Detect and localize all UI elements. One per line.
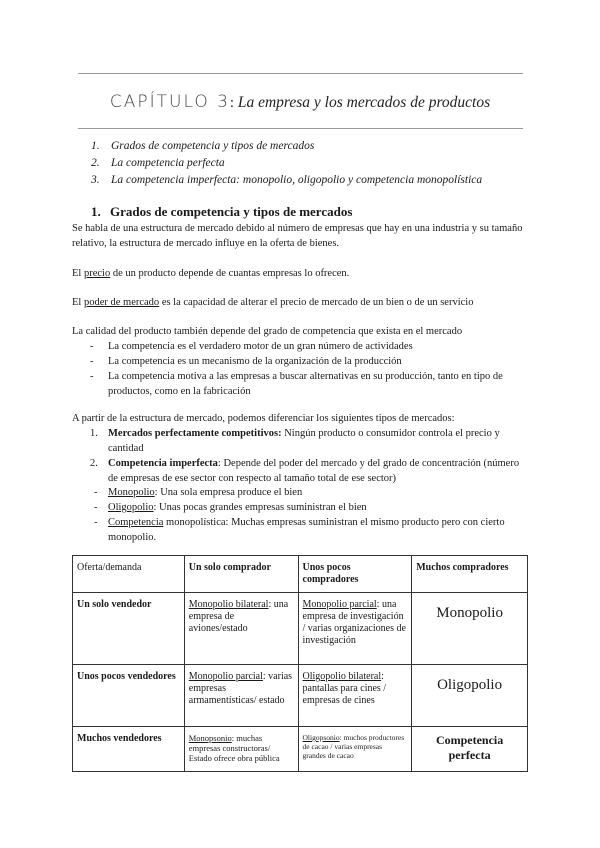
top-divider xyxy=(78,73,523,74)
market-types-list xyxy=(90,426,527,486)
list-item: - La competencia es el verdadero motor de un gran número de actividades xyxy=(90,339,527,354)
toc-item[interactable]: 3. La competencia imperfecta: monopolio, oligopolio y competencia monopolística xyxy=(91,174,483,186)
paragraph-price: El precio de un producto depende de cuantas empresas lo ofrecen. xyxy=(72,268,350,279)
table-cell: Monopolio bilateral: una empresa de aviones/estado xyxy=(184,593,298,665)
chapter-separator: : xyxy=(229,95,235,111)
table-cell: Competencia perfecta xyxy=(412,727,528,772)
table-cell: Oligopsonio: muchos productores de cacao / varias empresas grandes de cacao xyxy=(298,727,412,772)
paragraph-market-types: A partir de la estructura de mercado, podemos diferenciar los siguientes tipos de mercados: xyxy=(72,413,455,424)
table-row xyxy=(73,665,528,727)
row-label: Unos pocos vendedores xyxy=(73,665,185,727)
row-label: Un solo vendedor xyxy=(73,593,185,665)
list-item: - La competencia motiva a las empresas a buscar alternativas en su producción, tanto en tipo de productos, como en la fabricación xyxy=(90,369,527,399)
paragraph-structure: Se habla de una estructura de mercado debido al número de empresas que hay en una industria y su tamaño relativo, la estructura de mercado influye en la oferta de bienes. xyxy=(72,223,523,249)
table-cell: Monopsonio: muchas empresas constructoras/ Estado ofrece obra pública xyxy=(184,727,298,772)
term-market-power: poder de mercado xyxy=(83,297,160,308)
table-header-row xyxy=(73,556,528,593)
list-item: - Oligopolio: Unas pocas grandes empresas suministran el bien xyxy=(90,500,527,515)
section-heading: 1. Grados de competencia y tipos de mercados xyxy=(91,204,353,219)
market-structure-table xyxy=(72,555,528,772)
paragraph-quality: La calidad del producto también depende del grado de competencia que exista en el mercado xyxy=(72,326,463,337)
table-of-contents xyxy=(91,138,482,189)
term-price: precio xyxy=(83,268,111,279)
table-row xyxy=(73,727,528,772)
table-cell: Monopolio parcial: varias empresas armamentísticas/ estado xyxy=(184,665,298,727)
header-cell: Muchos compradores xyxy=(412,556,528,593)
table-cell: Oligopolio bilateral: pantallas para cines / empresas de cines xyxy=(298,665,412,727)
table-cell: Monopolio parcial: una empresa de investigación / varias organizaciones de investigación xyxy=(298,593,412,665)
list-item: - Competencia monopolística: Muchas empresas suministran el mismo producto pero con cierto monopolio. xyxy=(90,515,527,545)
competence-list xyxy=(90,339,527,399)
title-divider xyxy=(78,128,523,129)
chapter-number: CAPÍTULO 3 xyxy=(109,92,230,112)
chapter-title: La empresa y los mercados de productos xyxy=(237,94,491,111)
list-item: - La competencia es un mecanismo de la organización de la producción xyxy=(90,354,527,369)
table-row xyxy=(73,593,528,665)
list-item: - Monopolio: Una sola empresa produce el bien xyxy=(90,485,527,500)
table-cell: Monopolio xyxy=(412,593,528,665)
paragraph-market-power: El poder de mercado es la capacidad de alterar el precio de mercado de un bien o de un servicio xyxy=(72,297,474,308)
header-cell: Oferta/demanda xyxy=(73,556,185,593)
list-item: 2. Competencia imperfecta: Depende del poder del mercado y del grado de concentración (número de empresas de ese sector con respecto al tamaño total de ese sector) xyxy=(90,458,520,484)
chapter-heading xyxy=(0,92,600,112)
row-label: Muchos vendedores xyxy=(73,727,185,772)
toc-item[interactable]: 2. La competencia perfecta xyxy=(91,157,225,169)
header-cell: Un solo comprador xyxy=(184,556,298,593)
table-cell: Oligopolio xyxy=(412,665,528,727)
imperfect-types-list xyxy=(90,485,527,545)
toc-item[interactable]: 1. Grados de competencia y tipos de mercados xyxy=(91,140,315,152)
list-item: 1. Mercados perfectamente competitivos: Ningún producto o consumidor controla el precio y cantidad xyxy=(90,428,500,454)
header-cell: Unos pocos compradores xyxy=(298,556,412,593)
